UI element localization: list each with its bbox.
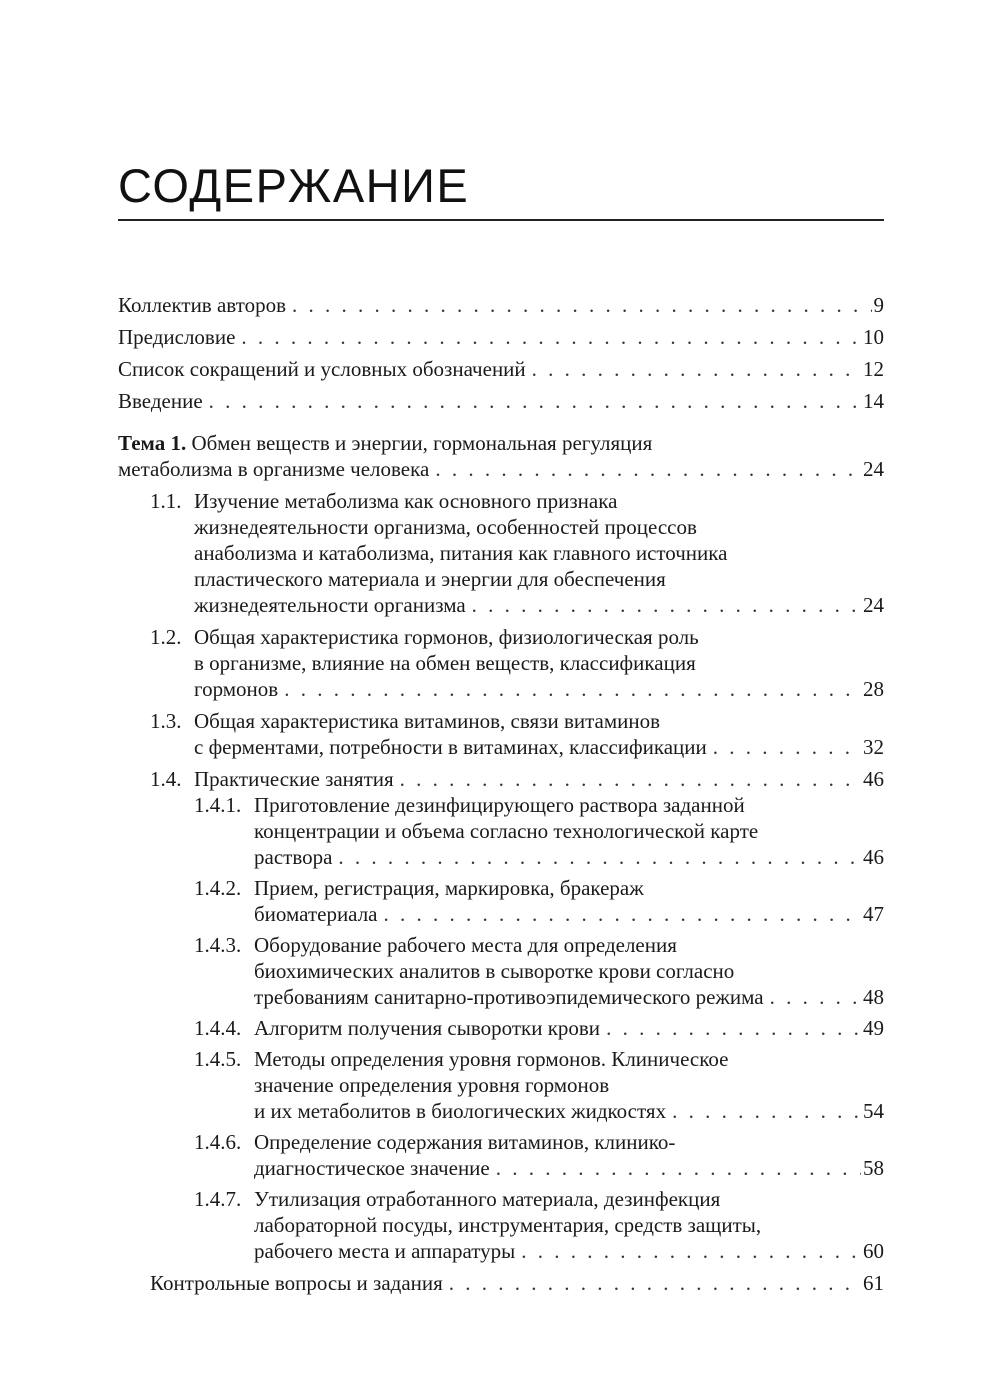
toc-entry-text: Обмен веществ и энергии, гормональная регуляция	[186, 431, 653, 455]
toc-entry-text: диагностическое значение	[254, 1156, 490, 1180]
toc-entry-1-4-3[interactable]	[194, 932, 884, 1010]
toc-entry-preface[interactable]	[118, 324, 884, 350]
toc-entry-text: рабочего места и аппаратуры	[254, 1239, 516, 1263]
toc-entry-text: Приготовление дезинфицирующего раствора заданной	[254, 793, 745, 817]
table-of-contents	[118, 292, 884, 1296]
leader-dots	[496, 1155, 861, 1181]
page-number: 24	[863, 457, 884, 481]
section-number: 1.4.6.	[194, 1130, 242, 1154]
toc-entry-text: Введение	[118, 389, 203, 413]
page-number: 12	[863, 357, 884, 381]
toc-entry-text: Контрольные вопросы и задания	[150, 1271, 443, 1295]
page-number: 60	[863, 1239, 884, 1263]
section-number: 1.4.5.	[194, 1047, 242, 1071]
section-number: 1.2.	[150, 625, 182, 649]
toc-entry-1-4-7[interactable]	[194, 1186, 884, 1264]
toc-entry-1-3[interactable]	[150, 708, 884, 760]
leader-dots	[384, 901, 862, 927]
page-number: 46	[863, 845, 884, 869]
toc-entry-text: анаболизма и катаболизма, питания как главного источника	[194, 541, 728, 565]
page-number: 28	[863, 677, 884, 701]
page-number: 54	[863, 1099, 884, 1123]
toc-entry-text: жизнедеятельности организма, особенностей процессов	[194, 515, 697, 539]
title-divider	[118, 219, 884, 221]
leader-dots	[241, 324, 861, 350]
page-number: 9	[873, 293, 884, 317]
toc-entry-introduction[interactable]	[118, 388, 884, 414]
toc-entry-topic-1[interactable]	[118, 430, 884, 482]
section-number: 1.4.3.	[194, 933, 242, 957]
leader-dots	[400, 766, 861, 792]
leader-dots	[472, 592, 861, 618]
section-number: 1.1.	[150, 489, 182, 513]
toc-entry-questions[interactable]	[150, 1270, 884, 1296]
leader-dots	[672, 1098, 861, 1124]
toc-entry-1-4-5[interactable]	[194, 1046, 884, 1124]
leader-dots	[449, 1270, 861, 1296]
toc-entry-1-1[interactable]	[150, 488, 884, 618]
toc-entry-1-4-2[interactable]	[194, 875, 884, 927]
toc-entry-authors[interactable]	[118, 292, 884, 318]
page-number: 61	[863, 1271, 884, 1295]
toc-entry-text: метаболизма в организме человека	[118, 457, 430, 481]
page-number: 14	[863, 389, 884, 413]
toc-entry-text: жизнедеятельности организма	[194, 593, 466, 617]
toc-entry-text: гормонов	[194, 677, 279, 701]
toc-entry-text: пластического материала и энергии для обеспечения	[194, 567, 666, 591]
toc-entry-1-4-4[interactable]	[194, 1015, 884, 1041]
section-number: 1.4.2.	[194, 876, 242, 900]
toc-entry-1-2[interactable]	[150, 624, 884, 702]
toc-entry-text: Утилизация отработанного материала, дезинфекция	[254, 1187, 721, 1211]
section-number: 1.3.	[150, 709, 182, 733]
section-number: 1.4.	[150, 767, 182, 791]
toc-entry-text: требованиям санитарно-противоэпидемического режима	[254, 985, 764, 1009]
toc-entry-text: Оборудование рабочего места для определения	[254, 933, 677, 957]
toc-entry-text: лабораторной посуды, инструментария, средств защиты,	[254, 1213, 762, 1237]
leader-dots	[713, 734, 861, 760]
toc-entry-text: и их метаболитов в биологических жидкостях	[254, 1099, 667, 1123]
toc-entry-text: Общая характеристика гормонов, физиологическая роль	[194, 625, 699, 649]
leader-dots	[606, 1015, 861, 1041]
toc-entry-text: в организме, влияние на обмен веществ, классификация	[194, 651, 696, 675]
topic-label: Тема 1.	[118, 431, 187, 455]
toc-entry-text: раствора	[254, 845, 333, 869]
section-number: 1.4.4.	[194, 1016, 242, 1040]
leader-dots	[284, 676, 861, 702]
toc-entry-text: концентрации и объема согласно технологической карте	[254, 819, 759, 843]
page-number: 32	[863, 735, 884, 759]
page-number: 48	[863, 985, 884, 1009]
toc-entry-1-4-6[interactable]	[194, 1129, 884, 1181]
leader-dots	[532, 356, 861, 382]
toc-entry-text: значение определения уровня гормонов	[254, 1073, 610, 1097]
leader-dots	[435, 456, 861, 482]
toc-entry-abbreviations[interactable]	[118, 356, 884, 382]
page-number: 24	[863, 593, 884, 617]
page-number: 47	[863, 902, 884, 926]
toc-entry-1-4[interactable]	[150, 766, 884, 792]
page-number: 58	[863, 1156, 884, 1180]
page-number: 10	[863, 325, 884, 349]
toc-entry-text: Прием, регистрация, маркировка, бракераж	[254, 876, 644, 900]
toc-entry-text: Практические занятия	[194, 767, 394, 791]
section-number: 1.4.7.	[194, 1187, 242, 1211]
toc-entry-text: с ферментами, потребности в витаминах, классификации	[194, 735, 707, 759]
section-number: 1.4.1.	[194, 793, 242, 817]
toc-entry-text: Изучение метаболизма как основного признака	[194, 489, 618, 513]
toc-entry-text: Список сокращений и условных обозначений	[118, 357, 526, 381]
page-number: 49	[863, 1016, 884, 1040]
toc-entry-text: Алгоритм получения сыворотки крови	[254, 1016, 601, 1040]
leader-dots	[209, 388, 861, 414]
toc-entry-text: Общая характеристика витаминов, связи витаминов	[194, 709, 661, 733]
toc-entry-1-4-1[interactable]	[194, 792, 884, 870]
leader-dots	[292, 292, 872, 318]
leader-dots	[338, 844, 861, 870]
page-title: СОДЕРЖАНИЕ	[118, 159, 470, 212]
leader-dots	[770, 984, 861, 1010]
toc-entry-text: Коллектив авторов	[118, 293, 286, 317]
leader-dots	[521, 1238, 861, 1264]
toc-entry-text: биохимических аналитов в сыворотке крови согласно	[254, 959, 735, 983]
toc-entry-text: Методы определения уровня гормонов. Клиническое	[254, 1047, 729, 1071]
toc-entry-text: Предисловие	[118, 325, 236, 349]
page-number: 46	[863, 767, 884, 791]
toc-entry-text: Определение содержания витаминов, клинико-	[254, 1130, 676, 1154]
toc-entry-text: биоматериала	[254, 902, 378, 926]
